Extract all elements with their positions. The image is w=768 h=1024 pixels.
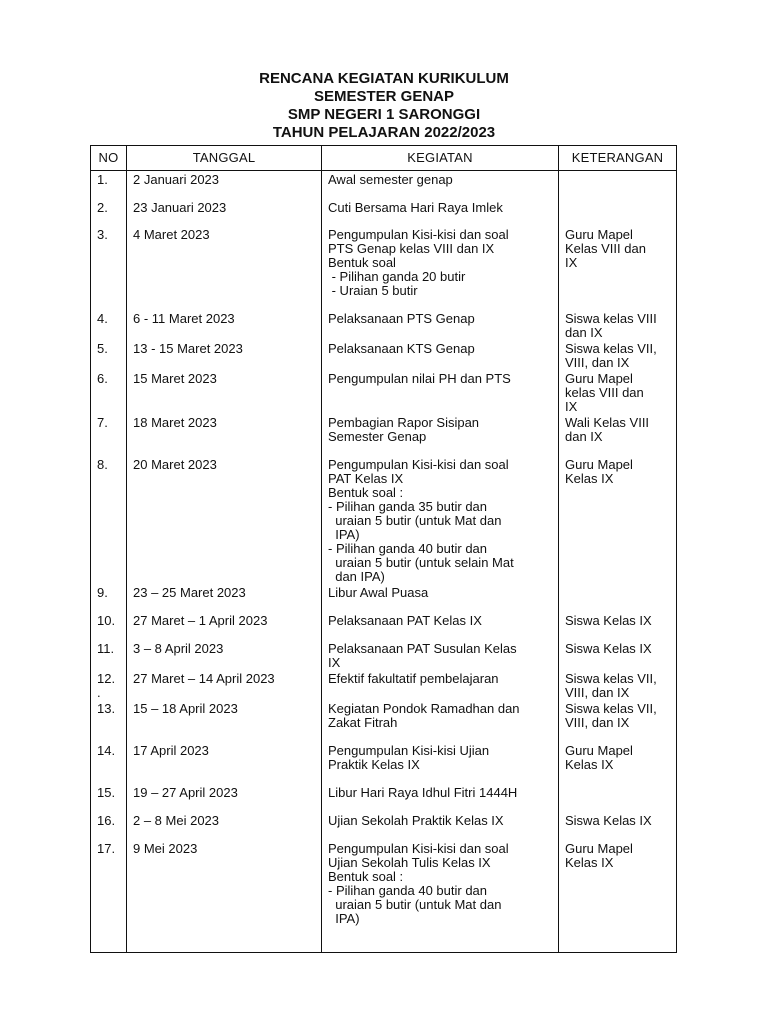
table-row bbox=[91, 584, 677, 612]
cell-keterangan bbox=[559, 370, 677, 414]
cell-tanggal: 27 Maret – 14 April 2023 bbox=[127, 670, 322, 700]
cell-keterangan bbox=[559, 584, 677, 612]
column-header-keterangan: KETERANGAN bbox=[559, 146, 677, 171]
cell-kegiatan bbox=[322, 199, 559, 226]
kegiatan-line: - Pilihan ganda 20 butir bbox=[328, 268, 466, 284]
kegiatan-line: Pelaksanaan PTS Genap bbox=[328, 310, 475, 326]
cell-no: 1. bbox=[91, 171, 127, 199]
cell-no: 12. . bbox=[91, 670, 127, 700]
cell-tanggal: 23 – 25 Maret 2023 bbox=[127, 584, 322, 612]
cell-no: 8. bbox=[91, 456, 127, 584]
keterangan-line: kelas VIII dan bbox=[565, 384, 644, 400]
cell-no: 17. bbox=[91, 840, 127, 953]
cell-tanggal: 19 – 27 April 2023 bbox=[127, 784, 322, 812]
kegiatan-line: dan IPA) bbox=[328, 568, 385, 584]
title-line-2: SEMESTER GENAP bbox=[313, 88, 455, 105]
cell-no: 14. bbox=[91, 742, 127, 784]
cell-keterangan bbox=[559, 812, 677, 840]
cell-no: 6. bbox=[91, 370, 127, 414]
table-row bbox=[91, 370, 677, 414]
cell-keterangan bbox=[559, 171, 677, 199]
cell-keterangan bbox=[559, 199, 677, 226]
kegiatan-line: IPA) bbox=[328, 910, 360, 926]
cell-tanggal: 6 - 11 Maret 2023 bbox=[127, 310, 322, 340]
cell-keterangan bbox=[559, 742, 677, 784]
kegiatan-line: Ujian Sekolah Praktik Kelas IX bbox=[328, 812, 504, 828]
keterangan-line: IX bbox=[565, 398, 578, 414]
cell-tanggal: 15 – 18 April 2023 bbox=[127, 700, 322, 742]
table-row bbox=[91, 171, 677, 199]
column-header-tanggal: TANGGAL bbox=[127, 146, 322, 171]
kegiatan-line: Pengumpulan Kisi-kisi dan soal bbox=[328, 226, 509, 242]
kegiatan-line: Pelaksanaan PAT Susulan Kelas bbox=[328, 640, 517, 656]
cell-keterangan bbox=[559, 670, 677, 700]
cell-keterangan bbox=[559, 700, 677, 742]
kegiatan-line: - Pilihan ganda 40 butir dan bbox=[328, 540, 488, 556]
cell-kegiatan bbox=[322, 612, 559, 640]
table-row bbox=[91, 612, 677, 640]
table-row bbox=[91, 456, 677, 584]
cell-tanggal: 15 Maret 2023 bbox=[127, 370, 322, 414]
kegiatan-line: IPA) bbox=[328, 526, 360, 542]
cell-keterangan bbox=[559, 456, 677, 584]
table-row bbox=[91, 414, 677, 456]
keterangan-line: Kelas VIII dan bbox=[565, 240, 646, 256]
kegiatan-line: Ujian Sekolah Tulis Kelas IX bbox=[328, 854, 491, 870]
keterangan-line: Siswa Kelas IX bbox=[565, 640, 652, 656]
cell-no: 11. bbox=[91, 640, 127, 670]
cell-tanggal: 17 April 2023 bbox=[127, 742, 322, 784]
keterangan-line: dan IX bbox=[565, 324, 603, 340]
column-header-no: NO bbox=[91, 146, 127, 171]
document-title bbox=[0, 70, 768, 142]
table-row bbox=[91, 812, 677, 840]
cell-no: 15. bbox=[91, 784, 127, 812]
keterangan-line: Siswa kelas VII, bbox=[565, 340, 657, 356]
cell-tanggal: 3 – 8 April 2023 bbox=[127, 640, 322, 670]
keterangan-line: VIII, dan IX bbox=[565, 354, 630, 370]
title-line-4: TAHUN PELAJARAN 2022/2023 bbox=[272, 124, 496, 141]
cell-keterangan bbox=[559, 612, 677, 640]
cell-kegiatan bbox=[322, 584, 559, 612]
cell-kegiatan bbox=[322, 812, 559, 840]
table-row bbox=[91, 226, 677, 310]
cell-kegiatan bbox=[322, 640, 559, 670]
table-header-row bbox=[91, 146, 677, 171]
cell-no: 2. bbox=[91, 199, 127, 226]
cell-tanggal: 27 Maret – 1 April 2023 bbox=[127, 612, 322, 640]
kegiatan-line: PAT Kelas IX bbox=[328, 470, 404, 486]
cell-keterangan bbox=[559, 840, 677, 953]
keterangan-line: Guru Mapel bbox=[565, 840, 633, 856]
cell-no: 5. bbox=[91, 340, 127, 370]
kegiatan-line: Pengumpulan Kisi-kisi dan soal bbox=[328, 456, 509, 472]
keterangan-line: IX bbox=[565, 254, 578, 270]
keterangan-line: Siswa kelas VIII bbox=[565, 310, 657, 326]
keterangan-line: VIII, dan IX bbox=[565, 714, 630, 730]
keterangan-line: Siswa kelas VII, bbox=[565, 700, 657, 716]
kegiatan-line: Pelaksanaan PAT Kelas IX bbox=[328, 612, 482, 628]
cell-kegiatan bbox=[322, 171, 559, 199]
keterangan-line: Guru Mapel bbox=[565, 456, 633, 472]
title-line-1: RENCANA KEGIATAN KURIKULUM bbox=[259, 70, 509, 87]
keterangan-line: Siswa Kelas IX bbox=[565, 612, 652, 628]
cell-no: 10. bbox=[91, 612, 127, 640]
table-row bbox=[91, 840, 677, 953]
kegiatan-line: - Pilihan ganda 40 butir dan bbox=[328, 882, 488, 898]
cell-no: 13. bbox=[91, 700, 127, 742]
cell-tanggal: 4 Maret 2023 bbox=[127, 226, 322, 310]
kegiatan-line: Pembagian Rapor Sisipan bbox=[328, 414, 480, 430]
kegiatan-line: Praktik Kelas IX bbox=[328, 756, 420, 772]
kegiatan-line: Zakat Fitrah bbox=[328, 714, 398, 730]
kegiatan-line: Bentuk soal : bbox=[328, 484, 404, 500]
cell-kegiatan bbox=[322, 340, 559, 370]
kegiatan-line: Bentuk soal : bbox=[328, 868, 404, 884]
cell-kegiatan bbox=[322, 840, 559, 953]
cell-keterangan bbox=[559, 640, 677, 670]
table-row bbox=[91, 340, 677, 370]
cell-no: 16. bbox=[91, 812, 127, 840]
cell-kegiatan bbox=[322, 310, 559, 340]
schedule-table bbox=[90, 145, 677, 953]
keterangan-line: Guru Mapel bbox=[565, 742, 633, 758]
keterangan-line: Wali Kelas VIII bbox=[565, 414, 650, 430]
keterangan-line: Guru Mapel bbox=[565, 370, 633, 386]
kegiatan-line: Cuti Bersama Hari Raya Imlek bbox=[328, 199, 503, 215]
table-row bbox=[91, 784, 677, 812]
kegiatan-line: Pengumpulan Kisi-kisi dan soal bbox=[328, 840, 509, 856]
kegiatan-line: uraian 5 butir (untuk selain Mat bbox=[328, 554, 514, 570]
cell-kegiatan bbox=[322, 784, 559, 812]
kegiatan-line: Awal semester genap bbox=[328, 172, 453, 187]
cell-no: 7. bbox=[91, 414, 127, 456]
kegiatan-line: Pengumpulan Kisi-kisi Ujian bbox=[328, 742, 490, 758]
table-body bbox=[91, 171, 677, 953]
kegiatan-line: IX bbox=[328, 654, 341, 670]
kegiatan-line: PTS Genap kelas VIII dan IX bbox=[328, 240, 495, 256]
kegiatan-line: - Pilihan ganda 35 butir dan bbox=[328, 498, 488, 514]
kegiatan-line: Pelaksanaan KTS Genap bbox=[328, 340, 475, 356]
kegiatan-line: uraian 5 butir (untuk Mat dan bbox=[328, 512, 502, 528]
keterangan-line: dan IX bbox=[565, 428, 603, 444]
table-row bbox=[91, 310, 677, 340]
keterangan-line: Kelas IX bbox=[565, 756, 614, 772]
keterangan-line: VIII, dan IX bbox=[565, 684, 630, 700]
title-line-3: SMP NEGERI 1 SARONGGI bbox=[287, 106, 481, 123]
table-row bbox=[91, 670, 677, 700]
kegiatan-line: Semester Genap bbox=[328, 428, 427, 444]
cell-keterangan bbox=[559, 340, 677, 370]
kegiatan-line: Kegiatan Pondok Ramadhan dan bbox=[328, 700, 520, 716]
keterangan-line: Siswa kelas VII, bbox=[565, 670, 657, 686]
cell-keterangan bbox=[559, 310, 677, 340]
cell-keterangan bbox=[559, 414, 677, 456]
cell-kegiatan bbox=[322, 456, 559, 584]
cell-no: 3. bbox=[91, 226, 127, 310]
kegiatan-line: Efektif fakultatif pembelajaran bbox=[328, 670, 499, 686]
table-row bbox=[91, 640, 677, 670]
cell-kegiatan bbox=[322, 700, 559, 742]
cell-tanggal: 18 Maret 2023 bbox=[127, 414, 322, 456]
kegiatan-line: uraian 5 butir (untuk Mat dan bbox=[328, 896, 502, 912]
cell-no: 9. bbox=[91, 584, 127, 612]
column-header-kegiatan: KEGIATAN bbox=[322, 146, 559, 171]
table-row bbox=[91, 199, 677, 226]
cell-tanggal: 20 Maret 2023 bbox=[127, 456, 322, 584]
cell-kegiatan bbox=[322, 370, 559, 414]
cell-tanggal: 23 Januari 2023 bbox=[127, 199, 322, 226]
table-row bbox=[91, 700, 677, 742]
table-row bbox=[91, 742, 677, 784]
kegiatan-line: Libur Hari Raya Idhul Fitri 1444H bbox=[328, 784, 518, 800]
cell-kegiatan bbox=[322, 226, 559, 310]
cell-tanggal: 9 Mei 2023 bbox=[127, 840, 322, 953]
kegiatan-line: Bentuk soal bbox=[328, 254, 396, 270]
keterangan-line: Siswa Kelas IX bbox=[565, 812, 652, 828]
cell-tanggal: 2 – 8 Mei 2023 bbox=[127, 812, 322, 840]
keterangan-line: Guru Mapel bbox=[565, 226, 633, 242]
kegiatan-line: Libur Awal Puasa bbox=[328, 584, 429, 600]
keterangan-line: Kelas IX bbox=[565, 854, 614, 870]
cell-kegiatan bbox=[322, 670, 559, 700]
cell-kegiatan bbox=[322, 414, 559, 456]
keterangan-line: Kelas IX bbox=[565, 470, 614, 486]
cell-tanggal: 13 - 15 Maret 2023 bbox=[127, 340, 322, 370]
kegiatan-line: - Uraian 5 butir bbox=[328, 282, 418, 298]
cell-keterangan bbox=[559, 784, 677, 812]
cell-kegiatan bbox=[322, 742, 559, 784]
cell-keterangan bbox=[559, 226, 677, 310]
cell-tanggal: 2 Januari 2023 bbox=[127, 171, 322, 199]
cell-no: 4. bbox=[91, 310, 127, 340]
kegiatan-line: Pengumpulan nilai PH dan PTS bbox=[328, 370, 511, 386]
